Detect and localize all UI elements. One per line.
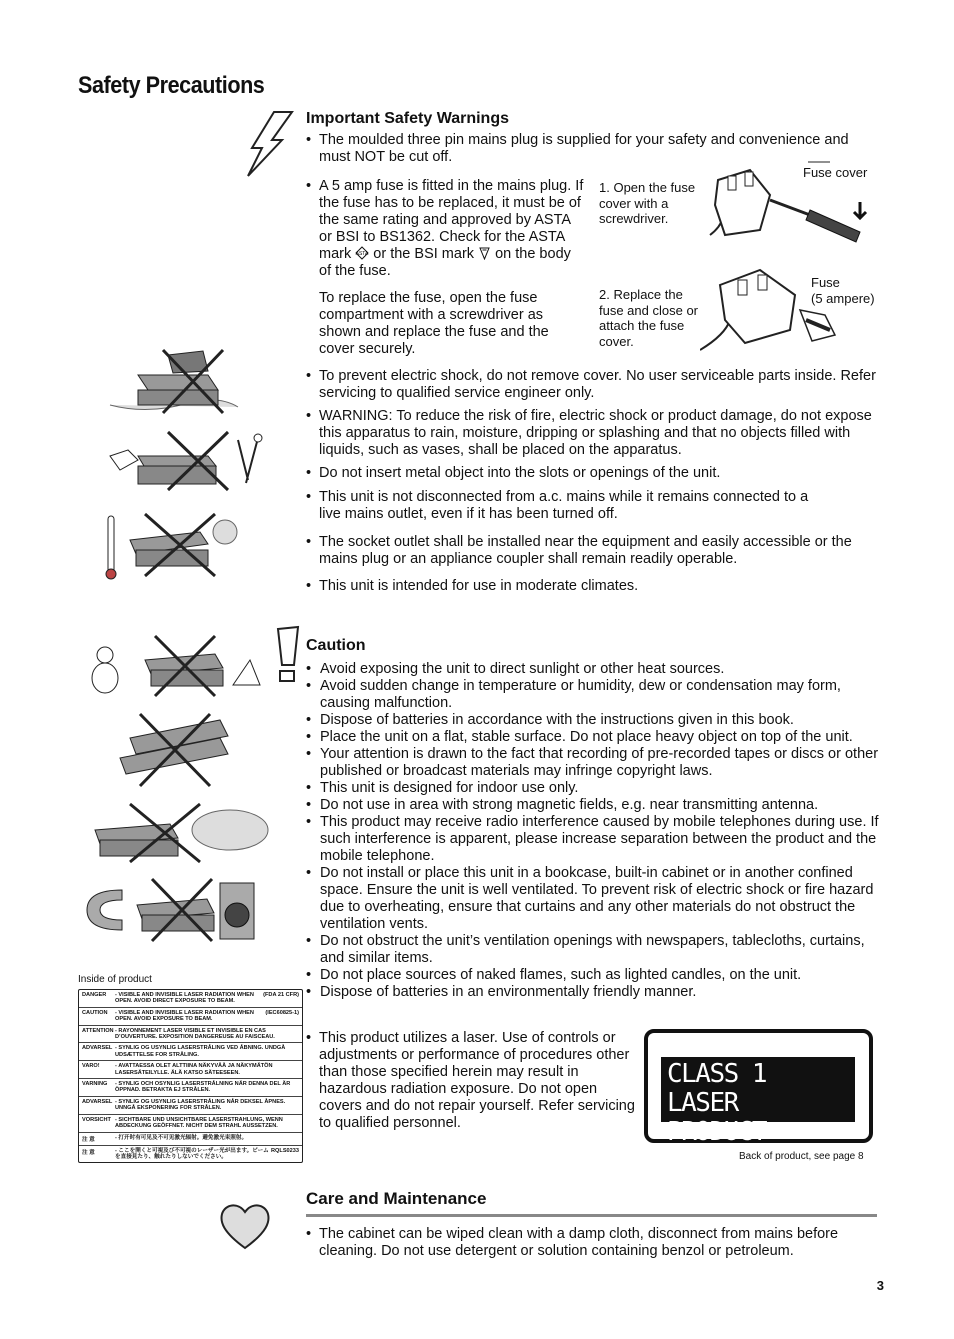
- caution-heading: Caution: [306, 637, 366, 654]
- exclamation-icon: [274, 625, 302, 685]
- care-divider: [306, 1214, 877, 1217]
- list-item: • This product may receive radio interference caused by mobile telephones during use. If such interference is apparent, please increase separation between the product and the mobile telephone.: [306, 814, 882, 865]
- laser-row: ADVARSEL - SYNLIG OG USYNLIG LASERSTRÅLING VED ÅBNING. UNDGÅ UDSÆTTELSE FOR STRÅLING.: [79, 1043, 302, 1061]
- fuse-step-1: 1. Open the fuse cover with a screwdriver.: [599, 180, 696, 226]
- list-item: • Dispose of batteries in an environmentally friendly manner.: [306, 984, 882, 1001]
- laser-warning-label: [78, 989, 303, 1163]
- fuse-label: Fuse: [811, 275, 840, 290]
- fuse-text: A 5 amp fuse is fitted in the mains plug. If the fuse has to be replaced, it must be of the same rating and approved by ASTA or BSI to BS1362. Check for the ASTA mark: [319, 178, 584, 262]
- class1-laser-text: [661, 1057, 855, 1147]
- fuse-text-end: on the body of the fuse.: [319, 246, 571, 279]
- fuse-step-2: 2. Replace the fuse and close or attach the fuse cover.: [599, 287, 699, 349]
- list-item: • To prevent electric shock, do not remove cover. No user serviceable parts inside. Refer servicing to qualified service engineer only.: [306, 368, 882, 402]
- lightning-icon: [242, 110, 294, 178]
- list-item: • Avoid exposing the unit to direct sunlight or other heat sources.: [306, 661, 882, 678]
- list-item: • Dispose of batteries in accordance with the instructions given in this book.: [306, 712, 882, 729]
- list-item: • Do not obstruct the unit’s ventilation openings with newspapers, tablecloths, curtains, and similar items.: [306, 933, 882, 967]
- heat-exposure-illustration: [100, 510, 245, 582]
- laser-row: 注 意 - ここを開くと可視及び不可視のレーザー光が出ます。ビームを直接見たり、触れたりしないでください。 RQLS0233: [82, 1147, 299, 1160]
- page-number: 3: [876, 1278, 884, 1293]
- dust-humidity-illustration: [90, 800, 270, 866]
- care-list: [306, 1226, 882, 1260]
- asta-mark-icon: [355, 246, 369, 260]
- magnetic-field-illustration: [82, 875, 262, 945]
- bsi-mark-icon: [478, 246, 491, 260]
- list-item: • Your attention is drawn to the fact that recording of pre-recorded tapes or discs or other published or broadcast materials may infringe copyright laws.: [306, 746, 882, 780]
- plug-screwdriver-illustration: [700, 160, 870, 245]
- laser-row: VARNING - SYNLIG OCH OSYNLIG LASERSTRÅLNING NÄR DENNA DEL ÄR ÖPPNAD. BETRAKTA EJ STRÅLEN.: [79, 1079, 302, 1097]
- list-item: • This unit is intended for use in moderate climates.: [306, 578, 882, 595]
- fuse-text-or: or the BSI mark: [373, 246, 475, 262]
- back-of-product-label: Back of product, see page 8: [739, 1151, 864, 1162]
- page-title: Safety Precautions: [78, 72, 265, 99]
- temperature-change-illustration: [85, 630, 270, 700]
- laser-row: CAUTION - VISIBLE AND INVISIBLE LASER RADIATION WHEN OPEN. AVOID EXPOSURE TO BEAM. (IEC60825-1): [79, 1008, 302, 1026]
- laser-row: VORSICHT - SICHTBARE UND UNSICHTBARE LASERSTRAHLUNG, WENN ABDECKUNG GEÖFFNET. NICHT DEM STRAHL AUSSETZEN.: [79, 1115, 302, 1133]
- warnings-fuse-list: [306, 178, 584, 280]
- class-line-1: CLASS 1: [667, 1059, 767, 1089]
- laser-row: DANGER - VISIBLE AND INVISIBLE LASER RADIATION WHEN OPEN. AVOID DIRECT EXPOSURE TO BEAM. (FDA 21 CFR): [79, 990, 302, 1008]
- svg-text:ASTA: ASTA: [355, 251, 369, 257]
- list-item: • This product utilizes a laser. Use of controls or adjustments or performance of procedures other than those specified herein may result in hazardous radiation exposure. Do not open covers and do not repair yourself. Refer servicing to qualified personnel.: [306, 1030, 636, 1132]
- list-item: • Do not insert metal object into the slots or openings of the unit.: [306, 465, 882, 482]
- laser-row: 注 意 - 打开时有可见及不可见激光辐射。避免激光束照射。: [79, 1133, 302, 1146]
- warnings-heading: Important Safety Warnings: [306, 110, 509, 127]
- liquid-spill-illustration: [108, 345, 243, 415]
- laser-info-list: [306, 1030, 636, 1132]
- list-item: • This unit is not disconnected from a.c. mains while it remains connected to a live mains outlet, even if it has been turned off.: [306, 489, 882, 523]
- laser-row: ADVARSEL - SYNLIG OG USYNLIG LASERSTRÅLING NÅR DEKSEL ÅPNES. UNNGÅ EKSPONERING FOR STRÅLEN.: [79, 1097, 302, 1115]
- list-item: • Do not use in area with strong magnetic fields, e.g. near transmitting antenna.: [306, 797, 882, 814]
- list-item: • This unit is designed for indoor use only.: [306, 780, 882, 797]
- list-item: • Do not install or place this unit in a bookcase, built-in cabinet or in another confined space. Ensure the unit is well ventilated. To prevent risk of electric shock or fire hazard due to overheating, ensure that curtains and any other materials do not obstruct the ventilation vents.: [306, 865, 882, 933]
- list-item: • Place the unit on a flat, stable surface. Do not place heavy object on top of the unit.: [306, 729, 882, 746]
- list-item: • WARNING: To reduce the risk of fire, electric shock or product damage, do not expose this apparatus to rain, moisture, dripping or splashing and that no objects filled with liquids, such as vases, shall be placed on the apparatus.: [306, 408, 882, 459]
- list-item: • Avoid sudden change in temperature or humidity, dew or condensation may form, causing malfunction.: [306, 678, 882, 712]
- inside-product-label: Inside of product: [78, 974, 152, 985]
- class-line-2: LASER PRODUCT: [667, 1088, 767, 1147]
- list-item: • Do not place sources of naked flames, such as lighted candles, on the unit.: [306, 967, 882, 984]
- list-item: • The socket outlet shall be installed near the equipment and easily accessible or the mains plug or an appliance coupler shall remain readily operable.: [306, 534, 882, 568]
- warnings-list: [306, 368, 882, 595]
- heart-icon: [218, 1200, 273, 1252]
- list-item: • The cabinet can be wiped clean with a damp cloth, disconnect from mains before cleaning. Do not use detergent or solution containing benzol or petroleum.: [306, 1226, 882, 1260]
- laser-row: VARO! - AVATTAESSA OLET ALTTIINA NÄKYVÄÄ JA NÄKYMÄTÖN LASERSÄTEILYLLE. ÄLÄ KATSO SÄTEESEEN.: [79, 1061, 302, 1079]
- unstable-surface-illustration: [110, 708, 235, 790]
- class1-laser-label: [644, 1029, 873, 1147]
- caution-list: [306, 661, 882, 1001]
- list-item: • The moulded three pin mains plug is supplied for your safety and convenience and must NOT be cut off.: [306, 132, 876, 166]
- metal-object-illustration: [108, 428, 268, 494]
- laser-row: ATTENTION - RAYONNEMENT LASER VISIBLE ET INVISIBLE EN CAS D’OUVERTURE. EXPOSITION DANGEREUSE AU FAISCEAU.: [79, 1026, 302, 1044]
- list-item: [306, 178, 584, 280]
- care-heading: Care and Maintenance: [306, 1189, 487, 1208]
- replace-fuse-paragraph: To replace the fuse, open the fuse compartment with a screwdriver as shown and replace the fuse and the cover securely.: [319, 290, 549, 357]
- fuse-rating-label: (5 ampere): [811, 291, 875, 306]
- fuse-cover-label: Fuse cover: [803, 165, 868, 180]
- plug-fuse-illustration: [700, 265, 845, 355]
